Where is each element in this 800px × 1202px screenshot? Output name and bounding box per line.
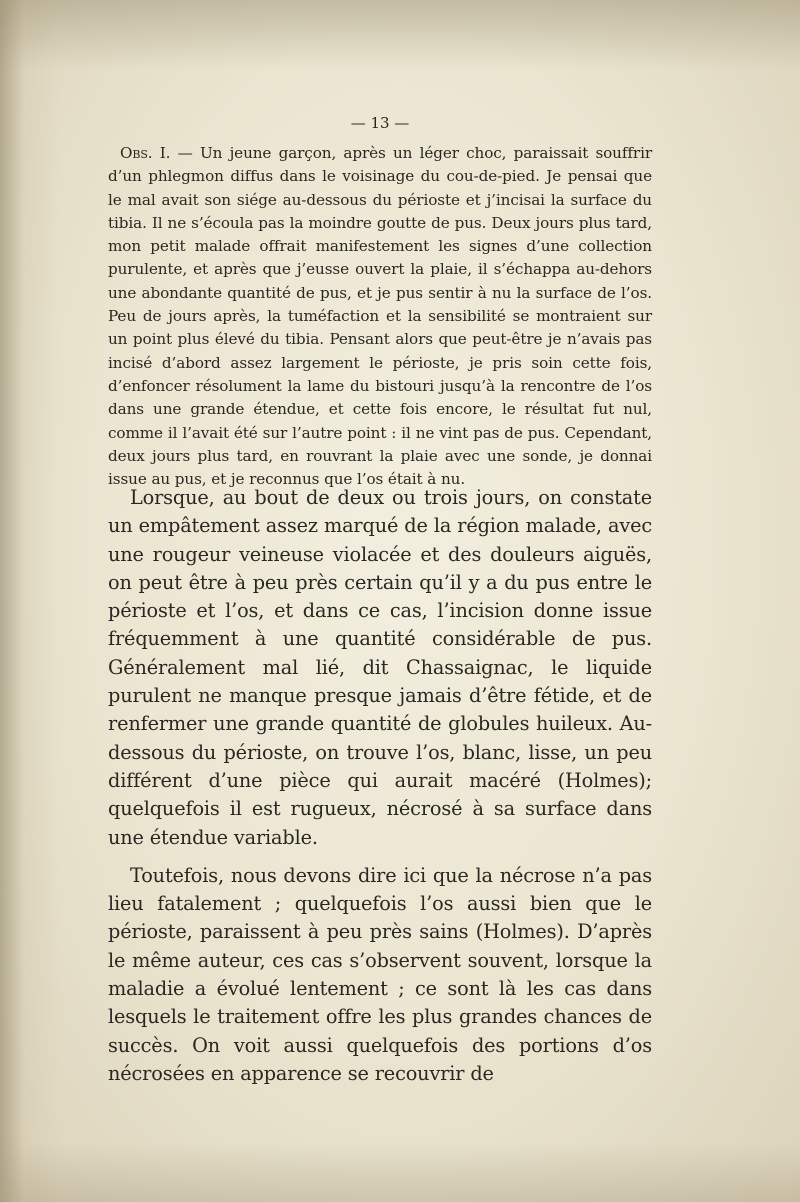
body-text: [108, 484, 652, 1098]
body-paragraph: Lorsque, au bout de deux ou trois jours, on constate un empâtement assez marqué de la région malade, avec une rougeur veineuse violacée et des douleurs aiguës, on peut être à peu près certain qu’il y a du pus entre le périoste et l’os, et dans ce cas, l’incision donne issue fréquemment à une quantité considérable de pus. Généralement mal lié, dit Chassaignac, le liquide purulent ne manque presque jamais d’être fétide, et de renfermer une grande quantité de globules huileux. Au-dessous du périoste, on trouve l’os, blanc, lisse, un peu différent d’une pièce qui aurait macéré (Holmes); quelquefois il est rugueux, nécrosé à sa surface dans une étendue variable.: [108, 486, 652, 849]
observation-text: — Un jeune garçon, après un léger choc, paraissait souffrir d’un phlegmon diffus dans le voisinage du cou-de-pied. Je pensai que le mal avait son siége au-dessous du périoste et j’incisai la surface du tibia. Il ne s’écoula pas la moindre goutte de pus. Deux jours plus tard, mon petit malade offrait manifestement les signes d’une collection purulente, et après que j’eusse ouvert la plaie, il s’échappa au-dehors une abondante quantité de pus, et je pus sentir à nu la surface de l’os. Peu de jours après, la tuméfaction et la sensibilité se montraient sur un point plus élevé du tibia. Pensant alors que peut-être je n’avais pas incisé d’abord assez largement le périoste, je pris soin cette fois, d’enfoncer résolument la lame du bistouri jusqu’à la rencontre de l’os dans une grande étendue, et cette fois encore, le résultat fut nul, comme il l’avait été sur l’autre point : il ne vint pas de pus. Cependant, deux jours plus tard, en rouvrant la plaie avec une sonde, je donnai issue au pus, et je reconnus que l’os était à nu.: [108, 144, 652, 489]
observation-paragraph: [108, 142, 652, 491]
page-shadow-bottom: [0, 1142, 800, 1202]
body-paragraph: Toutefois, nous devons dire ici que la nécrose n’a pas lieu fatalement ; quelquefois l’os aussi bien que le périoste, paraissent à peu près sains (Holmes). D’après le même auteur, ces cas s’observent souvent, lorsque la maladie a évolué lentement ; ce sont là les cas dans lesquels le traitement offre les plus grandes chances de succès. On voit aussi quelquefois des portions d’os nécrosées en apparence se recouvrir de: [108, 863, 652, 1085]
page-shadow-top: [0, 0, 800, 70]
page-shadow-left: [0, 0, 60, 1202]
page-number: — 13 —: [350, 114, 410, 132]
observation-label: Obs. I.: [120, 144, 171, 162]
observation-block: [108, 142, 652, 491]
